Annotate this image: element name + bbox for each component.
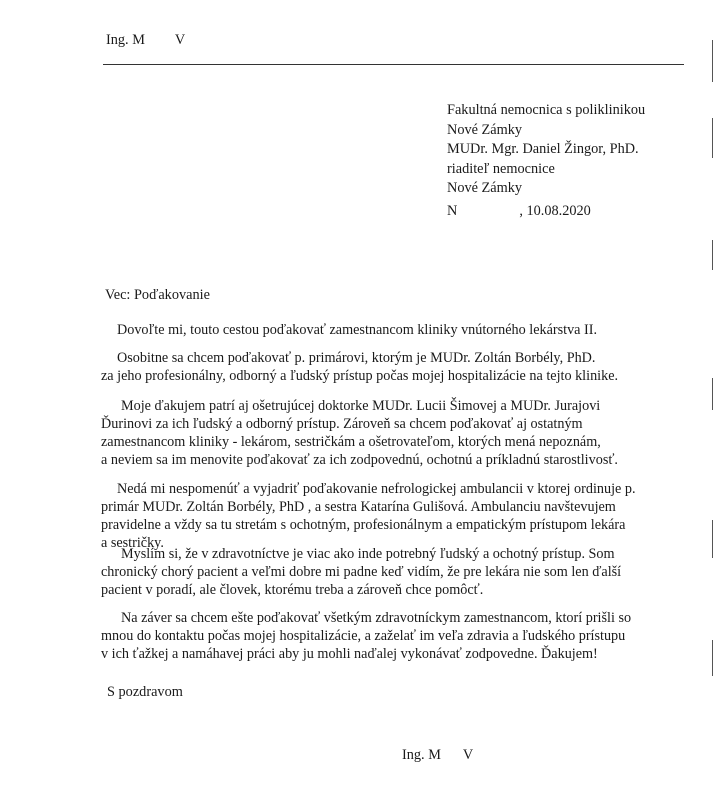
sender-signature [402,746,473,764]
body-paragraph-2 [101,349,671,385]
body-line: mnou do kontaktu počas mojej hospitalizácie, a zaželať im veľa zdravia a ľudského prístupu [101,628,626,644]
body-line: Myslím si, že v zdravotníctve je viac ako inde potrebný ľudský a ochotný prístup. Som [121,546,615,562]
place-and-date [447,202,591,220]
recipient-line: Nové Zámky [447,180,523,196]
sender-name-header [106,31,185,49]
body-paragraph-5 [101,545,671,599]
scan-edge-mark [712,40,713,82]
body-line: v ich ťažkej a namáhavej práci aby ju mohli naďalej vykonávať zodpovedne. Ďakujem! [101,646,598,662]
body-line: a sestričky. [101,535,164,551]
body-line: primár MUDr. Zoltán Borbély, PhD , a sestra Katarína Gulišová. Ambulanciu navštevujem [101,499,616,515]
body-paragraph-4 [101,480,671,552]
redaction-mark [145,34,175,48]
scan-edge-mark [712,240,713,270]
body-line: Osobitne sa chcem poďakovať p. primárovi, ktorým je MUDr. Zoltán Borbély, PhD. [117,350,596,366]
letter-date: , 10.08.2020 [519,203,591,219]
recipient-line: Fakultná nemocnica s poliklinikou [447,102,646,118]
body-line: chronický chorý pacient a veľmi dobre mi padne keď vidím, že pre lekára nie som len ďalší [101,564,622,580]
recipient-line: MUDr. Mgr. Daniel Žingor, PhD. [447,141,639,157]
body-line: zamestnancom kliniky - lekárom, sestričkám a ošetrovateľom, ktorých mená nepoznám, [101,434,601,450]
body-line: a neviem sa im menovite poďakovať za ich zodpovednú, ochotnú a príkladnú starostlivosť. [101,452,618,468]
scan-edge-mark [712,520,713,558]
header-divider [103,64,684,65]
body-line: pacient v poradí, ale človek, ktorému treba a zároveň chce pomôcť. [101,582,484,598]
body-paragraph-3 [101,397,671,469]
body-line: Dovoľte mi, touto cestou poďakovať zamestnancom kliniky vnútorného lekárstva II. [117,322,598,338]
body-line: Nedá mi nespomenúť a vyjadriť poďakovanie nefrologickej ambulancii v ktorej ordinuje p. [117,481,636,497]
scan-edge-mark [712,118,713,158]
scan-edge-mark [712,640,713,676]
recipient-address-block [447,101,697,199]
redaction-mark [441,749,463,763]
recipient-line: riaditeľ nemocnice [447,160,555,177]
body-line: pravidelne a vždy sa tu stretám s ochotným, profesionálnym a empatickým prístupom lekára [101,517,626,533]
body-line: za jeho profesionálny, odborný a ľudský prístup počas mojej hospitalizácie na tejto klinike. [101,368,619,384]
sender-name-prefix: Ing. M [106,32,145,48]
body-line: Ďurinovi za ich ľudský a odborný prístup. Zároveň sa chcem poďakovať aj ostatným [101,416,583,432]
sender-name-suffix: V [174,32,186,48]
signature-name-suffix: V [462,747,474,763]
body-paragraph-6 [101,609,671,663]
body-line: Na záver sa chcem ešte poďakovať všetkým zdravotníckym zamestnancom, ktorí prišli so [121,610,632,626]
body-line: Moje ďakujem patrí aj ošetrujúcej doktorke MUDr. Lucii Šimovej a MUDr. Jurajovi [121,398,601,414]
subject-line: Vec: Poďakovanie [105,287,210,303]
place-initial: N [447,203,458,219]
scan-edge-mark [712,378,713,410]
signature-name-prefix: Ing. M [402,747,441,763]
recipient-line: Nové Zámky [447,121,523,138]
closing-salutation: S pozdravom [107,684,183,700]
body-paragraph-1 [117,321,687,339]
